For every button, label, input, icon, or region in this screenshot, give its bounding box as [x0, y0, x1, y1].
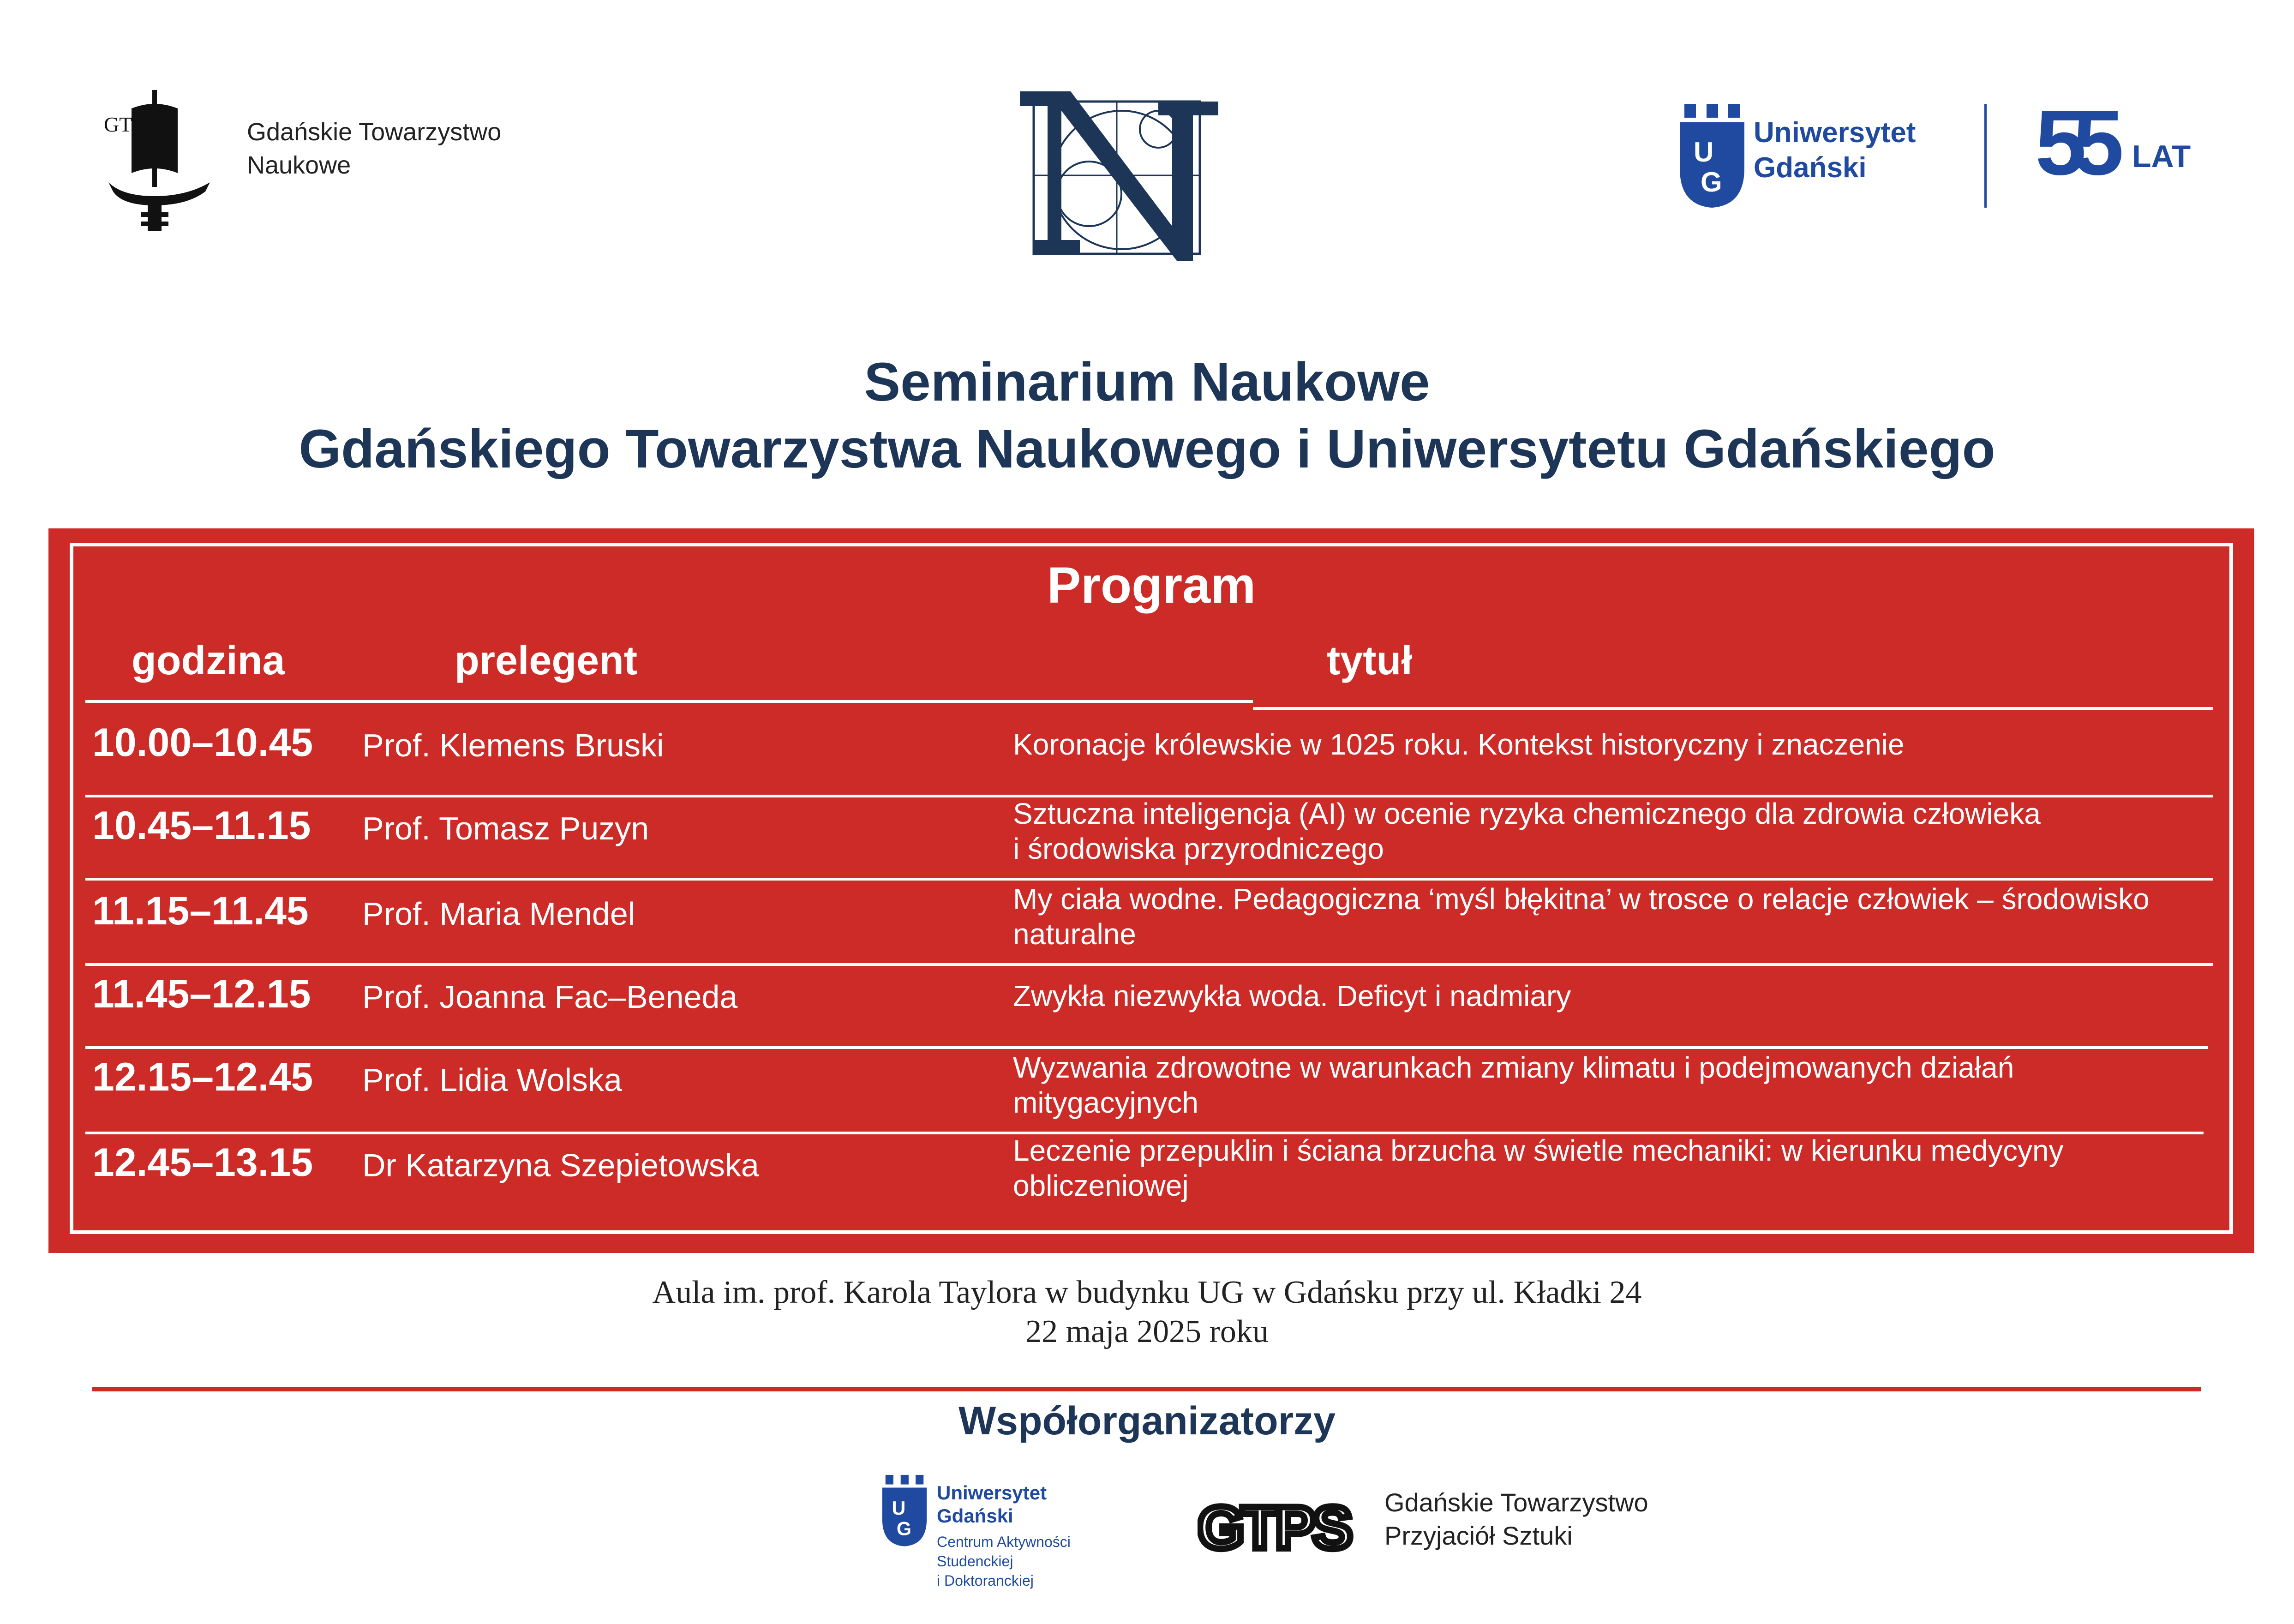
gtn-logo	[104, 81, 215, 233]
row-2-topic: Sztuczna inteligencja (AI) w ocenie ryzyka chemicznego dla zdrowia człowieka i środowiska przyrodniczego	[1013, 797, 2041, 865]
svg-text:U: U	[1694, 137, 1714, 168]
row-1-topic: Koronacje królewskie w 1025 roku. Kontekst historyczny i znaczenie	[1013, 728, 1905, 761]
ship-emblem-icon	[104, 81, 215, 233]
venue-address: Aula im. prof. Karola Taylora w budynku UG w Gdańsku przy ul. Kładki 24	[652, 1275, 1642, 1310]
row-6-topic: Leczenie przepuklin i ściana brzucha w świetle mechaniki: w kierunku medycyny obliczeniowej	[1013, 1134, 2064, 1202]
anniversary-number: 55	[2035, 91, 2110, 194]
row-6-speaker: Dr Katarzyna Szepietowska	[362, 1147, 759, 1183]
column-header-topic: tytuł	[1327, 637, 1413, 683]
row-3-topic: My ciała wodne. Pedagogiczna ‘myśl błękitna’ w trosce o relacje człowiek – środowisko naturalne	[1013, 882, 2150, 951]
program-box	[44, 524, 2259, 1258]
column-header-time: godzina	[132, 637, 285, 683]
svg-text:GTPS: GTPS	[1198, 1495, 1350, 1560]
svg-text:G: G	[1701, 167, 1722, 198]
svg-text:G: G	[896, 1518, 911, 1540]
ug-small-shield-icon	[879, 1474, 930, 1548]
footer-divider	[92, 1387, 2201, 1391]
program-heading: Program	[1047, 557, 1256, 614]
row-2-speaker: Prof. Tomasz Puzyn	[362, 810, 649, 846]
gtps-logo	[1198, 1495, 1364, 1560]
gtps-name: Gdańskie Towarzystwo Przyjaciół Sztuki	[1384, 1488, 1648, 1550]
gtn-name: Gdańskie Towarzystwo Naukowe	[247, 118, 502, 179]
row-5-time: 12.15–12.45	[92, 1055, 313, 1099]
logo-divider	[1984, 104, 1987, 208]
svg-text:GTN: GTN	[104, 113, 148, 136]
ug-shield-icon	[1675, 104, 1749, 210]
gtps-logo-icon	[1198, 1495, 1364, 1560]
ug-center-logo	[879, 1474, 930, 1548]
row-2-time: 10.45–11.15	[92, 803, 311, 848]
row-6-time: 12.45–13.15	[92, 1140, 313, 1185]
coorganizers-heading: Współorganizatorzy	[958, 1399, 1336, 1443]
svg-text:U: U	[892, 1497, 906, 1519]
row-4-speaker: Prof. Joanna Fac–Beneda	[362, 979, 738, 1015]
ug-logo	[1675, 104, 1749, 210]
row-1-speaker: Prof. Klemens Bruski	[362, 727, 664, 763]
column-header-speaker: prelegent	[455, 637, 638, 683]
event-date: 22 maja 2025 roku	[1025, 1314, 1269, 1349]
row-3-time: 11.15–11.45	[92, 889, 309, 933]
ug-name: Uniwersytet Gdański	[1754, 117, 1916, 184]
title-line-2: Gdańskiego Towarzystwa Naukowego i Uniwersytetu Gdańskiego	[299, 419, 1995, 479]
ug-center-name: Uniwersytet Gdański	[937, 1482, 1047, 1527]
row-5-topic: Wyzwania zdrowotne w warunkach zmiany klimatu i podejmowanych działań mitygacyjnych	[1013, 1051, 2014, 1119]
row-3-speaker: Prof. Maria Mendel	[362, 896, 635, 932]
row-4-time: 11.45–12.15	[92, 972, 311, 1016]
title-line-1: Seminarium Naukowe	[864, 352, 1430, 413]
center-n-logo	[1020, 88, 1218, 263]
n-monogram-icon	[1020, 88, 1218, 263]
anniversary-label: LAT	[2132, 139, 2191, 174]
row-1-time: 10.00–10.45	[92, 720, 313, 765]
row-5-speaker: Prof. Lidia Wolska	[362, 1062, 622, 1098]
ug-center-unit: Centrum Aktywności Studenckiej i Doktoranckiej	[937, 1534, 1071, 1589]
row-4-topic: Zwykła niezwykła woda. Deficyt i nadmiary	[1013, 979, 1571, 1013]
